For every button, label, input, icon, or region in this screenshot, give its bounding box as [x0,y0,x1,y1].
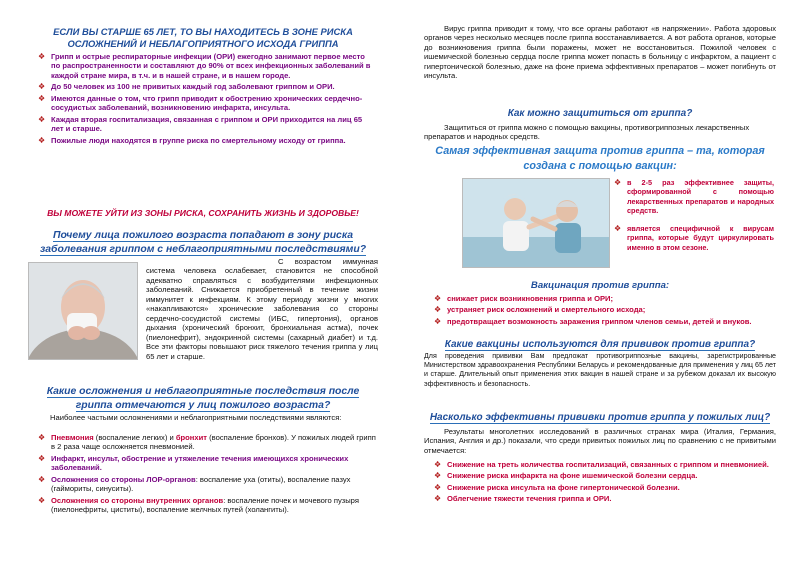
list-item: ❖ Пожилые люди находятся в группе риска по смертельному исходу от гриппа. [38,135,346,145]
which-heading: Какие вакцины используются для прививок против гриппа? [444,339,756,350]
complications-intro: Наиболее частыми осложнениями и неблагоприятными последствиями являются: [50,413,342,422]
how-heading: Насколько эффективны прививки против гриппа у пожилых лиц? [429,412,771,423]
how-paragraph: Результаты многолетних исследований в различных странах мира (Италия, Германия, Испания, Англия и др.) показали, что среди привитых пожилых лиц по сравнению с не привитыми отмечается: [424,427,776,455]
bullet-icon: ❖ [434,305,442,315]
vaccination-list [434,294,774,326]
list-item: ❖ Каждая вторая госпитализация, связанная с гриппом и ОРИ приходится на лиц 65 лет и старше. [38,114,363,134]
list-item: ❖ снижает риск возникновения гриппа и ОРИ; [434,294,614,303]
list-item: ❖ Снижение риска инсульта на фоне гипертонической болезни. [434,482,680,492]
list-item: ❖ Осложнения со стороны внутренних органов: воспаление почек и мочевого пузыря (пиелонефриты, циститы), воспаление желчных путей (холангиты). [38,495,359,515]
risk-list [38,52,376,145]
risk-heading: ЕСЛИ ВЫ СТАРШЕ 65 ЛЕТ, ТО ВЫ НАХОДИТЕСЬ В ЗОНЕ РИСКА ОСЛОЖНЕНИЙ И НЕБЛАГОПРИЯТНОГО ИСХОДА ГРИППА [53,26,353,50]
immune-paragraph: С возрастом иммунная система человека ослабевает, становится не способной адекватно справляться с возбудителями инфекционных заболеваний. Снижается приобретенный в течение жизни иммунитет к инфекциям. К этому периоду жизни у многих «накапливаются» хронические заболевания со стороны сердечно-сосудистой системы (ИБС, гипертония), органов дыхания (хронический бронхит, бронхиальная астма), почек (пиелонефрит), эндокринной системы (сахарный диабет) и т.д. Все эти факторы повышают риск тяжелого течения гриппа у лиц 65 лет и старше. [146,257,378,361]
bullet-icon: ❖ [38,433,46,442]
bullet-icon: ❖ [434,316,442,326]
list-item: ❖ является специфичной к вирусам гриппа, которые будут циркулировать именно в этом сезоне. [614,223,774,252]
list-item: ❖ Инфаркт, инсульт, обострение и утяжеление течения имеющихся хронических заболеваний. [38,453,349,473]
bullet-icon: ❖ [38,93,46,103]
bullet-icon: ❖ [38,453,46,463]
photo-illustration [463,179,609,267]
results-list [434,460,774,504]
list-item: ❖ устраняет риск осложнений и смертельного исхода; [434,305,646,315]
virus-paragraph: Вирус гриппа приводит к тому, что все органы работают «в напряжении». Работа здоровых органов через несколько месяцев после гриппа восстанавливается. А вот работа органов, которые до возникновения гриппа были поражены, может не восстановиться. Пожилой человек с ишемической болезнью сердца после гриппа может попасть в больницу с инфарктом, а пациент с гипертонической болезнью, даже на фоне приема эффективных препаратов – может погибнуть от инсульта. [424,24,776,81]
bullet-icon: ❖ [38,114,46,124]
slogan: ВЫ МОЖЕТЕ УЙТИ ИЗ ЗОНЫ РИСКА, СОХРАНИТЬ ЖИЗНЬ И ЗДОРОВЬЕ! [47,208,359,218]
bullet-icon: ❖ [38,474,46,484]
effective-heading: Самая эффективная защита против гриппа – та, которая создана с помощью вакцин: [435,145,765,172]
bullet-icon: ❖ [434,482,442,492]
vaccine-points-list [614,178,774,252]
list-item: ❖ в 2-5 раз эффективнее защиты, сформированной с помощью лекарственных препаратов и народных средств. [614,178,774,216]
list-item: ❖ Снижение на треть количества госпитализаций, связанных с гриппом и пневмонией. [434,460,769,469]
list-item: ❖ Имеются данные о том, что грипп приводит к обострению хронических сердечно-сосудистых заболеваний, возникновению инфаркта, инсульта. [38,93,363,113]
bullet-icon: ❖ [614,178,622,187]
bullet-icon: ❖ [38,82,46,92]
bullet-icon: ❖ [434,460,442,469]
bullet-icon: ❖ [38,52,46,61]
bullet-icon: ❖ [614,223,622,233]
list-item: ❖ До 50 человек из 100 не привитых каждый год заболевают гриппом и ОРИ. [38,82,335,92]
list-item: ❖ Снижение риска инфаркта на фоне ишемической болезни сердца. [434,471,698,481]
list-item: ❖ предотвращает возможность заражения гриппом членов семьи, детей и внуков. [434,316,752,326]
list-item: ❖ Пневмония (воспаление легких) и бронхит (воспаление бронхов). У пожилых людей грипп в 2 раза чаще осложняется пневмонией. [38,433,376,452]
list-item: ❖ Осложнения со стороны ЛОР-органов: воспаление уха (отиты), воспаление пазух (гаймориты, синуситы). [38,474,351,494]
complications-heading: Какие осложнения и неблагоприятные последствия после гриппа отмечаются у лиц пожилого возраста? [46,386,360,411]
complications-list [38,433,376,515]
protect-paragraph: Защититься от гриппа можно с помощью вакцины, противогриппозных лекарственных препаратов и народных средств. [424,123,750,142]
list-item: ❖ Грипп и острые респираторные инфекции (ОРИ) ежегодно занимают первое место по распространенности и составляют до 90% от всех инфекционных заболеваний в каждой стране мира, в т.ч. и в нашей стране, и в нашем городе. [38,52,371,80]
which-paragraph: Для проведения прививки Вам предложат противогриппозные вакцины, зарегистрированные Министерством здравоохранения Республики Беларусь и рекомендованные для применения у лиц 65 лет и старше. Длительный опыт применения этих вакцин в нашей стране и за рубежом доказал их высокую эффективность и безопасность. [424,352,776,388]
list-item: ❖ Облегчение тяжести течения гриппа и ОРИ. [434,494,612,504]
exercise-photo [462,178,610,268]
bullet-icon: ❖ [434,294,442,303]
bullet-icon: ❖ [434,494,442,504]
bullet-icon: ❖ [38,135,46,145]
protect-heading: Как можно защититься от гриппа? [507,108,693,119]
why-heading: Почему лица пожилого возраста попадают в зону риска заболевания гриппом с неблагоприятными последствиями? [39,230,367,255]
bullet-icon: ❖ [434,471,442,481]
bullet-icon: ❖ [38,495,46,505]
vaccination-heading: Вакцинация против гриппа: [530,280,670,291]
